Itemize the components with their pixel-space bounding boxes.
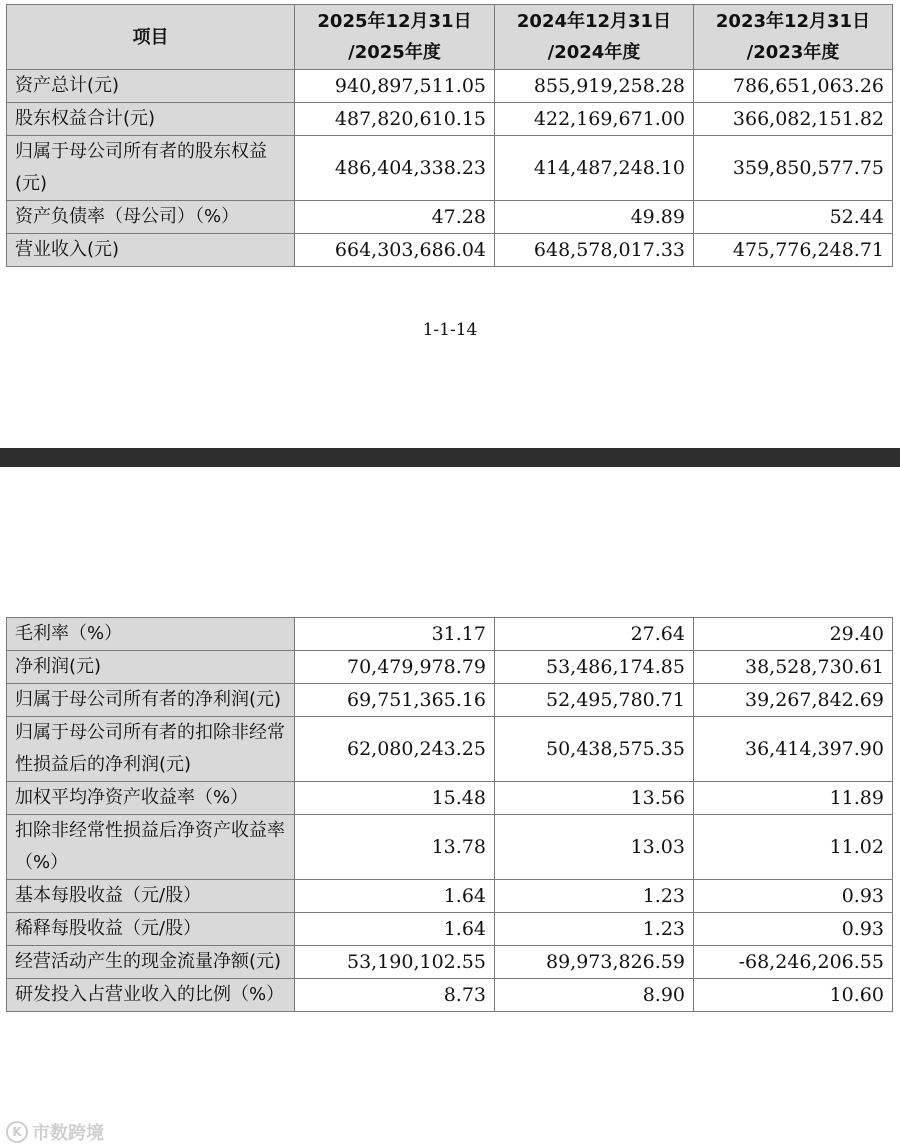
- row-label: 稀释每股收益（元/股）: [7, 913, 295, 946]
- value-2023: 475,776,248.71: [694, 234, 893, 267]
- value-2024: 8.90: [495, 979, 694, 1012]
- value-2025: 487,820,610.15: [295, 103, 495, 136]
- watermark: [6, 1118, 104, 1146]
- value-2024: 50,438,575.35: [495, 717, 694, 782]
- value-2023: 11.02: [694, 815, 893, 880]
- value-2024: 13.56: [495, 782, 694, 815]
- header-2024-date: 2024年12月31日: [516, 11, 672, 32]
- row-label: 经营活动产生的现金流量净额(元): [7, 946, 295, 979]
- value-2025: 62,080,243.25: [295, 717, 495, 782]
- header-2025-date: 2025年12月31日: [317, 11, 472, 32]
- value-2024: 422,169,671.00: [495, 103, 694, 136]
- value-2023: 10.60: [694, 979, 893, 1012]
- table-row: [7, 651, 893, 684]
- row-label: 净利润(元): [7, 651, 295, 684]
- header-item-text: 项目: [132, 26, 169, 48]
- table-row: [7, 684, 893, 717]
- row-label: 基本每股收益（元/股）: [7, 880, 295, 913]
- value-2023: 38,528,730.61: [694, 651, 893, 684]
- row-label: 资产总计(元): [7, 70, 295, 103]
- value-2025: 69,751,365.16: [295, 684, 495, 717]
- value-2024: 49.89: [495, 201, 694, 234]
- table-row: [7, 880, 893, 913]
- value-2023: 39,267,842.69: [694, 684, 893, 717]
- header-2024: [495, 5, 694, 70]
- row-label: 毛利率（%）: [7, 618, 295, 651]
- value-2023: -68,246,206.55: [694, 946, 893, 979]
- row-label: 研发投入占营业收入的比例（%）: [7, 979, 295, 1012]
- header-2025: [295, 5, 495, 70]
- table-row: [7, 782, 893, 815]
- value-2025: 31.17: [295, 618, 495, 651]
- value-2024: 1.23: [495, 913, 694, 946]
- value-2024: 52,495,780.71: [495, 684, 694, 717]
- table-row: [7, 815, 893, 880]
- watermark-text: 市数跨境: [32, 1123, 104, 1144]
- value-2023: 36,414,397.90: [694, 717, 893, 782]
- value-2025: 1.64: [295, 913, 495, 946]
- financial-summary-table-bottom: [6, 617, 893, 1012]
- header-2023: [694, 5, 893, 70]
- watermark-logo-icon: K: [6, 1121, 28, 1143]
- value-2025: 15.48: [295, 782, 495, 815]
- value-2024: 855,919,258.28: [495, 70, 694, 103]
- header-2023-date: 2023年12月31日: [715, 11, 871, 32]
- header-2025-year: /2025年度: [348, 42, 441, 63]
- value-2025: 8.73: [295, 979, 495, 1012]
- page-number: 1-1-14: [422, 320, 478, 340]
- table-row: [7, 103, 893, 136]
- value-2025: 70,479,978.79: [295, 651, 495, 684]
- value-2024: 13.03: [495, 815, 694, 880]
- value-2023: 52.44: [694, 201, 893, 234]
- row-label: 归属于母公司所有者的净利润(元): [7, 684, 295, 717]
- value-2024: 414,487,248.10: [495, 136, 694, 201]
- table-row: [7, 913, 893, 946]
- row-label: 股东权益合计(元): [7, 103, 295, 136]
- value-2024: 89,973,826.59: [495, 946, 694, 979]
- value-2025: 486,404,338.23: [295, 136, 495, 201]
- row-label: 归属于母公司所有者的扣除非经常性损益后的净利润(元): [7, 717, 295, 782]
- value-2024: 648,578,017.33: [495, 234, 694, 267]
- value-2023: 0.93: [694, 880, 893, 913]
- value-2023: 29.40: [694, 618, 893, 651]
- value-2025: 664,303,686.04: [295, 234, 495, 267]
- value-2025: 13.78: [295, 815, 495, 880]
- row-label: 加权平均净资产收益率（%）: [7, 782, 295, 815]
- row-label: 营业收入(元): [7, 234, 295, 267]
- table-row: [7, 618, 893, 651]
- table-row: [7, 979, 893, 1012]
- table-row: [7, 946, 893, 979]
- page-divider: [0, 448, 900, 467]
- table-row: [7, 201, 893, 234]
- financial-summary-table-top: [6, 4, 893, 267]
- value-2025: 940,897,511.05: [295, 70, 495, 103]
- value-2025: 47.28: [295, 201, 495, 234]
- value-2025: 1.64: [295, 880, 495, 913]
- header-2023-year: /2023年度: [746, 42, 840, 63]
- value-2023: 0.93: [694, 913, 893, 946]
- value-2023: 11.89: [694, 782, 893, 815]
- table-row: [7, 234, 893, 267]
- header-item: [7, 5, 295, 70]
- row-label: 扣除非经常性损益后净资产收益率（%）: [7, 815, 295, 880]
- header-row: [7, 5, 893, 70]
- value-2023: 366,082,151.82: [694, 103, 893, 136]
- value-2023: 786,651,063.26: [694, 70, 893, 103]
- table-row: [7, 136, 893, 201]
- value-2023: 359,850,577.75: [694, 136, 893, 201]
- table-row: [7, 70, 893, 103]
- row-label: 资产负债率（母公司）（%）: [7, 201, 295, 234]
- header-2024-year: /2024年度: [547, 42, 641, 63]
- value-2024: 53,486,174.85: [495, 651, 694, 684]
- row-label: 归属于母公司所有者的股东权益(元): [7, 136, 295, 201]
- value-2024: 27.64: [495, 618, 694, 651]
- value-2024: 1.23: [495, 880, 694, 913]
- value-2025: 53,190,102.55: [295, 946, 495, 979]
- table-row: [7, 717, 893, 782]
